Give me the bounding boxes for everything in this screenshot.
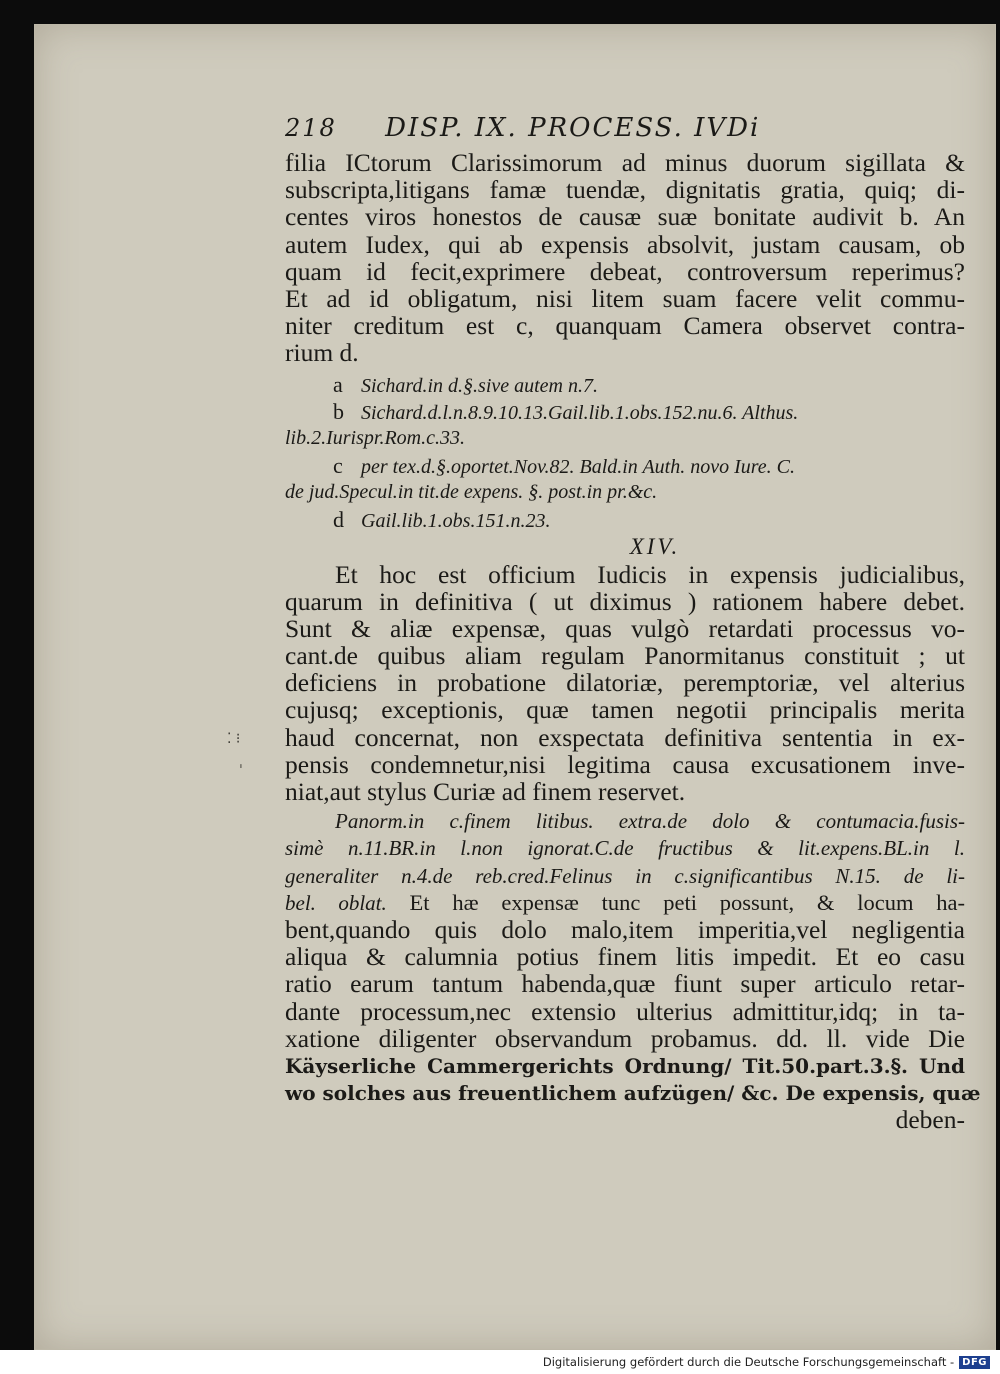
footnote-continuation	[285, 479, 965, 506]
paragraph-2	[285, 561, 965, 806]
text-line: deficiens in probatione dilatoriæ, peremptoriæ, vel alterius	[285, 668, 965, 698]
paragraph-1	[285, 149, 965, 367]
footnote-text: Sichard.in d.§.sive autem n.7.	[361, 374, 599, 397]
footer-bar	[0, 1350, 1000, 1374]
footer-credit: Digitalisierung gefördert durch die Deutsche Forschungsgemeinschaft -	[542, 1355, 955, 1369]
footnote-mark: c	[333, 452, 343, 478]
text-line	[285, 1079, 981, 1106]
text-line: haud concernat, non exspectata definitiva sententia in ex-	[285, 722, 965, 752]
page-number: 218	[285, 114, 337, 142]
citation-text: simè n.11.BR.in l.non ignorat.C.de fructibus & lit.expens.BL.in l.	[285, 836, 965, 861]
text-line: niter creditum est c, quanquam Camera observet contra-	[285, 311, 965, 341]
text-line: Sunt & aliæ expensæ, quas vulgò retardati processus vo-	[285, 613, 965, 643]
citation-text: bel. oblat.	[285, 890, 387, 915]
text-line: rium d.	[285, 338, 359, 368]
footnote-mark: a	[333, 371, 343, 397]
text-line: cujusq; exceptionis, quæ tamen negotii principalis merita	[285, 695, 965, 725]
footnote-text: Sichard.d.l.n.8.9.10.13.Gail.lib.1.obs.152.nu.6. Althus.	[361, 401, 799, 424]
text-block	[285, 113, 981, 1135]
text-line: ratio earum tantum habenda,quæ fiunt super articulo retar-	[285, 969, 965, 999]
text-line: quarum in definitiva ( ut diximus ) rationem habere debet.	[285, 586, 965, 616]
text-line	[285, 889, 965, 916]
footnote	[285, 452, 965, 479]
running-header	[285, 113, 965, 149]
dfg-logo[interactable]: DFG	[959, 1356, 990, 1369]
text-line: bent,quando quis dolo malo,item imperitia,vel negligentia	[285, 914, 965, 944]
text-line: subscripta,litigans famæ tuendæ, dignitatis gratia, quiq; di-	[285, 175, 965, 205]
scanned-page	[34, 24, 996, 1350]
footnote-text: de jud.Specul.in tit.de expens. §. post.in pr.&c.	[285, 480, 658, 503]
text-line: cant.de quibus aliam regulam Panormitanus constituit ; ut	[285, 641, 965, 671]
text-line	[285, 834, 965, 861]
text-line: pensis condemnetur,nisi legitima causa excusationem inve-	[285, 749, 965, 779]
text-line	[285, 1052, 965, 1079]
footnote	[285, 506, 965, 533]
running-title: DISP. IX. PROCESS. IVDi	[385, 113, 761, 143]
text-line: filia ICtorum Clarissimorum ad minus duorum sigillata &	[285, 148, 965, 177]
text-line: Et ad id obligatum, nisi litem suam facere velit commu-	[285, 283, 965, 313]
fraktur-text: Käyserliche Cammergerichts Ordnung/ Tit.50.part.3.§. Und	[285, 1053, 965, 1078]
text-line	[285, 807, 965, 834]
footnote-text: lib.2.Iurispr.Rom.c.33.	[285, 426, 465, 449]
fraktur-text: wo solches aus freuentlichem aufzügen/ &c. De expensis, quæ	[285, 1081, 981, 1106]
paragraph-3	[285, 807, 981, 1135]
text-line: Et hoc est officium Iudicis in expensis judicialibus,	[335, 559, 965, 589]
footnote-text: Gail.lib.1.obs.151.n.23.	[361, 509, 551, 532]
catchword: deben-	[895, 1105, 965, 1135]
footnote-text: per tex.d.§.oportet.Nov.82. Bald.in Auth. novo Iure. C.	[361, 455, 796, 478]
section-number: XIV.	[629, 533, 681, 559]
text-line: aliqua & calumnia potius finem litis impedit. Et eo casu	[285, 942, 965, 972]
footnote-mark: d	[333, 506, 344, 532]
footnote-continuation	[285, 425, 965, 452]
text-line: niat,aut stylus Curiæ ad finem reservet.	[285, 777, 686, 806]
text-line: dante processum,nec extensio ulterius admittitur,idq; in ta-	[285, 996, 965, 1026]
text-line	[285, 862, 965, 889]
citation-text: Panorm.in c.finem litibus. extra.de dolo & contumacia.fusis-	[335, 809, 965, 834]
text-line: xatione diligenter observandum probamus. dd. ll. vide Die	[285, 1023, 965, 1053]
text-line: autem Iudex, qui ab expensis absolvit, justam causam, ob	[285, 229, 965, 259]
body-text: Et hæ expensæ tunc peti possunt, & locum ha-	[409, 889, 965, 915]
text-line: centes viros honestos de causæ suæ bonitate audivit b. An	[285, 202, 965, 232]
text-line: quam id fecit,exprimere debeat, controversum reperimus?	[285, 256, 965, 286]
footnote-mark: b	[333, 398, 344, 424]
footnotes	[285, 371, 965, 533]
margin-mark: ˈ	[239, 763, 243, 779]
footnote	[285, 371, 965, 398]
citation-text: generaliter n.4.de reb.cred.Felinus in c.significantibus N.15. de li-	[285, 863, 965, 888]
margin-mark: ⁚ ⁝	[227, 731, 241, 747]
footnote	[285, 398, 965, 425]
